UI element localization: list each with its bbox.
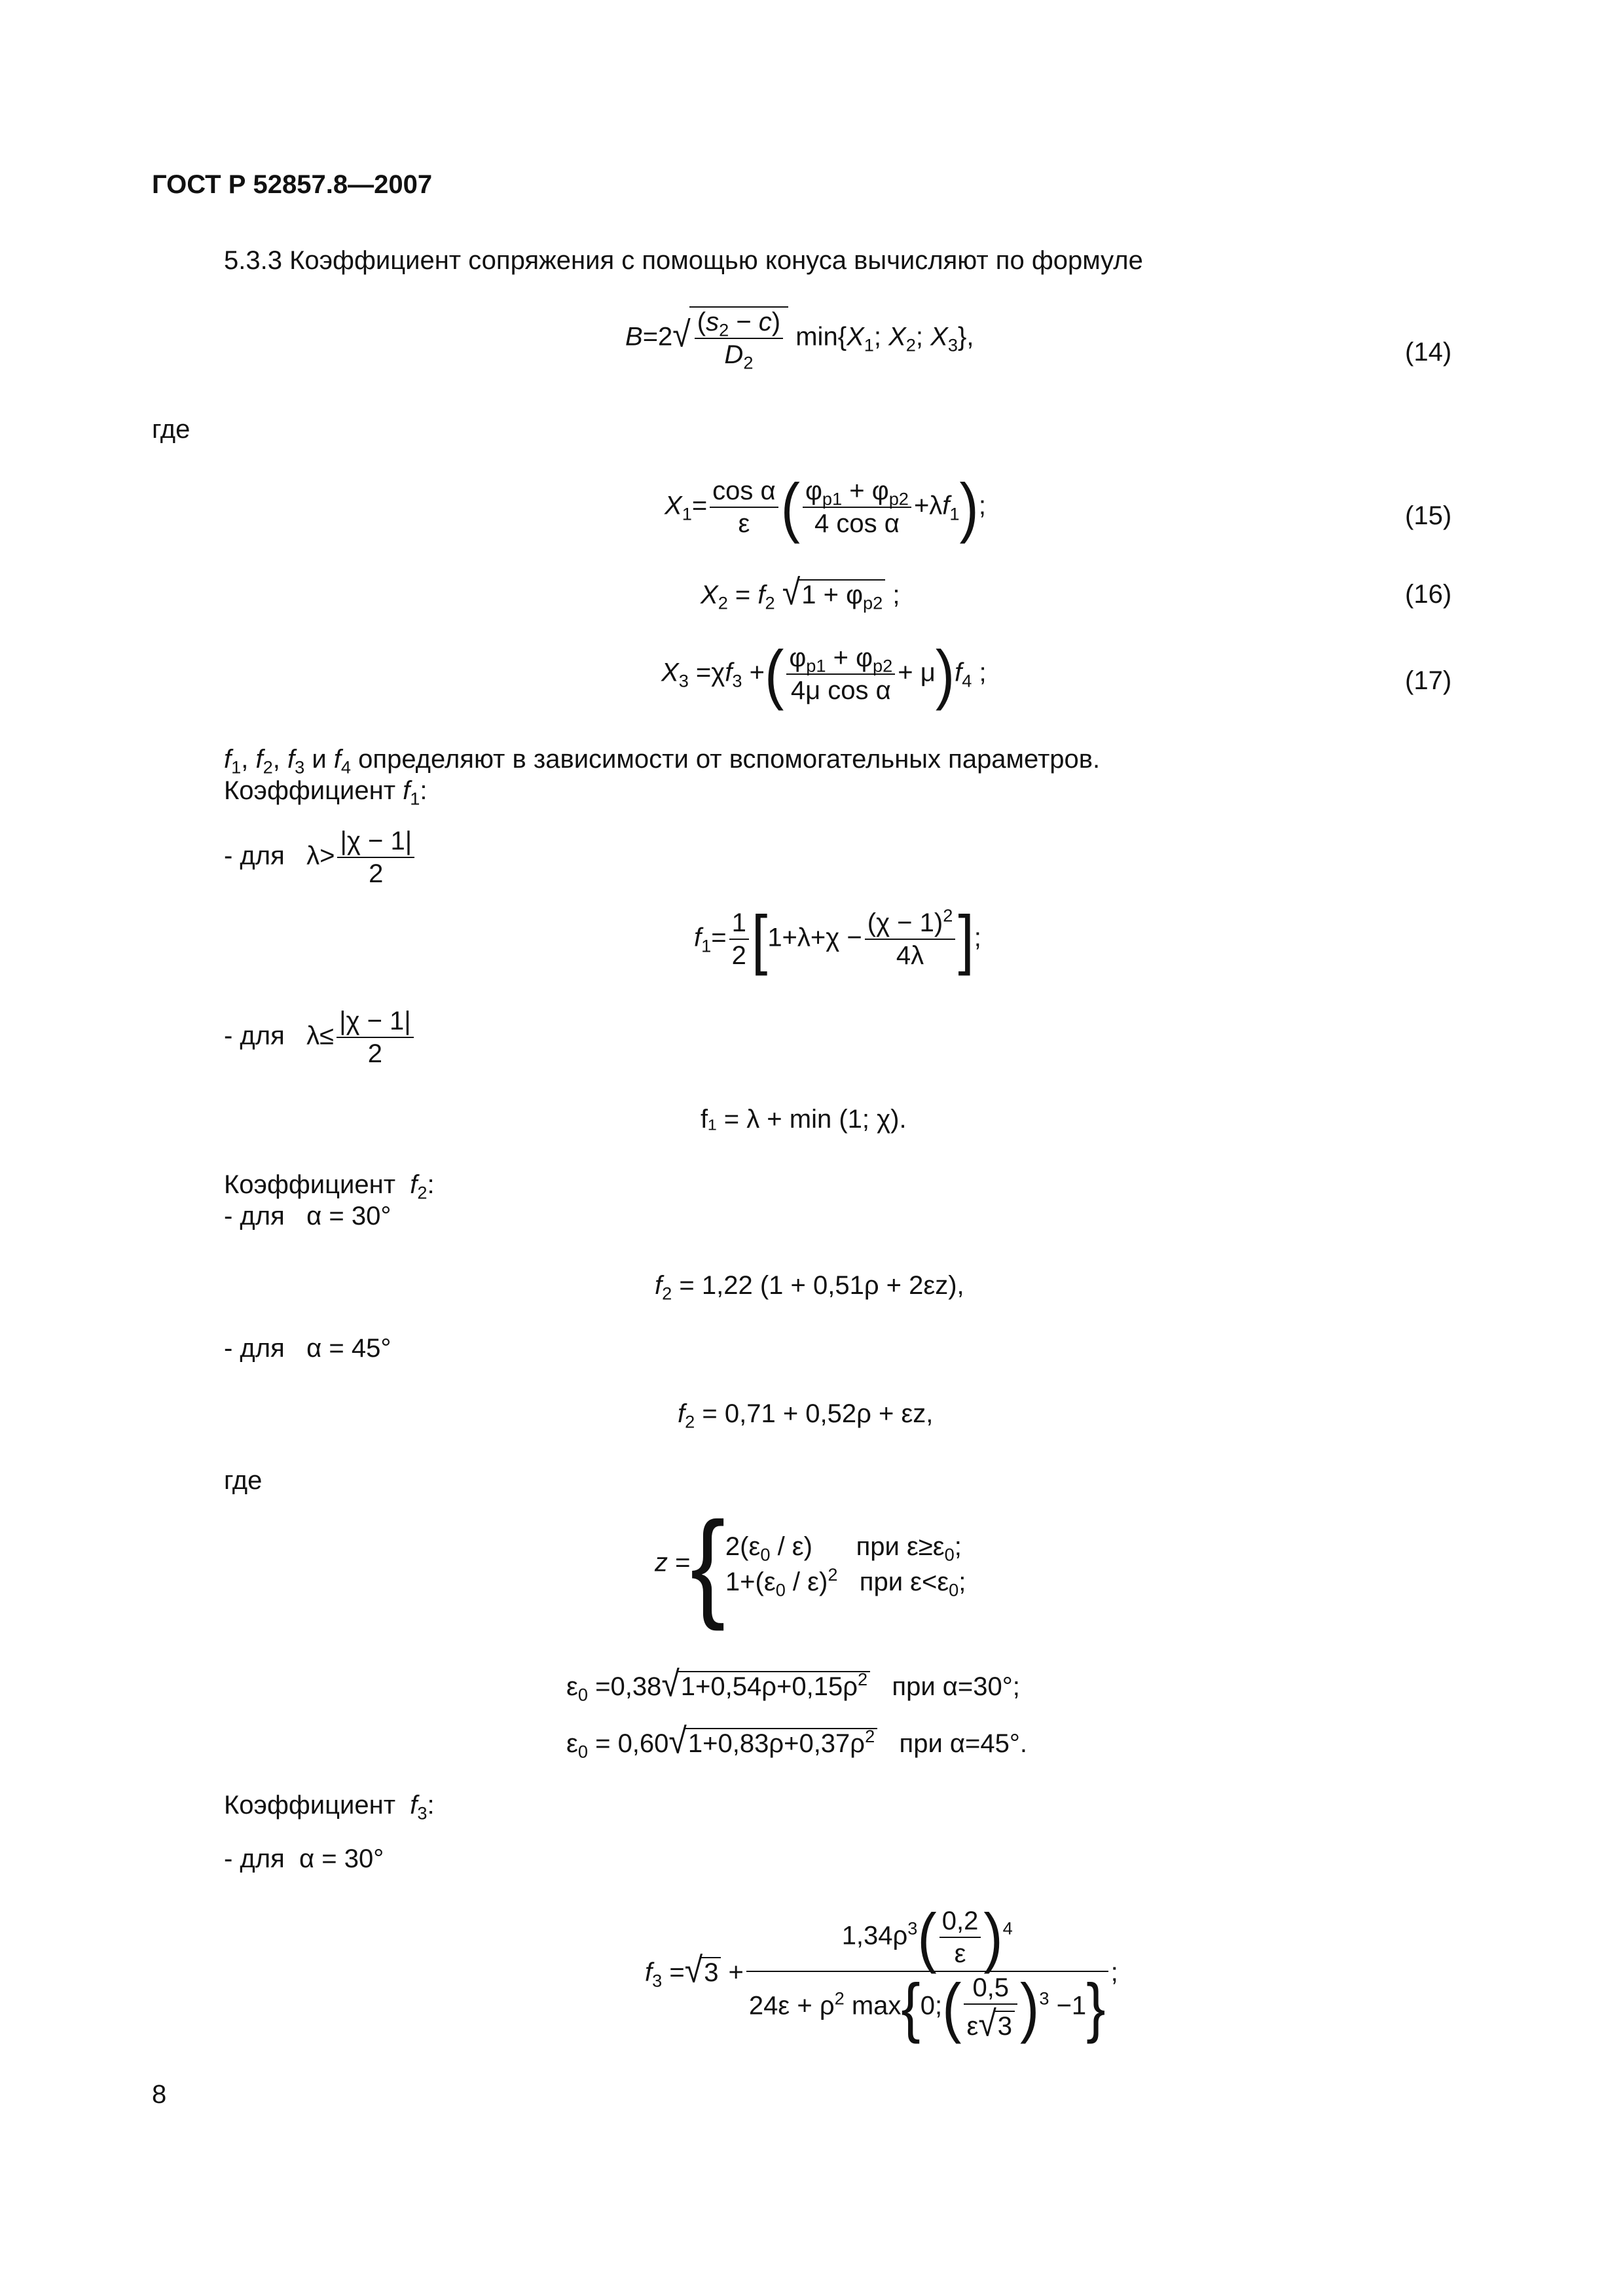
case-f1-2: - для λ≤ $\frac{|\chi - 1|}{2}$: [224, 1008, 416, 1067]
for-label: - для: [224, 841, 285, 870]
coef-word: Коэффициент: [224, 776, 396, 805]
equation-number-14: (14): [1405, 338, 1452, 367]
formula-eps0-a45: $\varepsilon_0 = 0,60√1+0,83\rho+0,37\rho^2$ при α=45°.: [566, 1721, 1027, 1762]
formula-14: B=2√ $\frac{(s_2 - c)}{D_2}$ $\min\{X_1$; $X_2$; $X_3$},: [625, 308, 974, 373]
case-alpha-30-b: [224, 1846, 384, 1872]
formula-f2-a45: $f_2 = 0,71 + 0,52\rho + \varepsilon z$,: [678, 1399, 934, 1432]
eps0-coef-b: 0,60: [617, 1729, 669, 1758]
alpha-45: α = 45°: [306, 1334, 392, 1363]
alpha-30: α = 30°: [299, 1844, 384, 1873]
where-label-2: где: [224, 1466, 263, 1495]
equation-number-16: (16): [1405, 580, 1452, 609]
document-header: ГОСТ Р 52857.8—2007: [152, 170, 433, 199]
coef-word: Коэффициент: [224, 1791, 396, 1820]
eps0-cond-a: при α=30°;: [892, 1672, 1020, 1701]
clause-5-3-3-text: 5.3.3 Коэффициент сопряжения с помощью конуса вычисляют по формуле: [224, 246, 1143, 275]
page-number: 8: [152, 2080, 167, 2109]
equation-number-17: (17): [1405, 666, 1452, 695]
for-label: - для: [224, 1202, 285, 1230]
eps0-coef-a: 0,38: [610, 1672, 662, 1701]
coef-f2-label: Коэффициент $f_2$:: [224, 1170, 435, 1203]
formula-f1-case2: f₁ = λ + min (1; χ).: [701, 1105, 907, 1134]
params-text: $f_1$, $f_2$, $f_3$ и $f_4$ определяют в зависимости от вспомогательных параметров.: [224, 745, 1101, 778]
eps0-rad-a: 1+0,54ρ+0,15ρ: [680, 1672, 858, 1701]
formula-eps0-a30: $\varepsilon_0 =0,38√1+0,54\rho+0,15\rho^2$ при α=30°;: [566, 1664, 1020, 1705]
alpha-30: α = 30°: [306, 1202, 392, 1230]
where-label-1: где: [152, 415, 191, 444]
formula-f2-a30: $f_2 = 1,22$ (1 + 0,51ρ + 2εz),: [655, 1271, 964, 1304]
coef-f3-label: Коэффициент $f_3$:: [224, 1791, 435, 1823]
coef-word: Коэффициент: [224, 1170, 396, 1199]
coef-f1-label: Коэффициент $f_1$:: [224, 776, 428, 809]
eps0-cond-b: при α=45°.: [899, 1729, 1027, 1758]
formula-17: $X_3 =\chi f_3$ +( $\frac{\varphi_{p1} + \varphi_{p2}}{\text{4μ cos α}}$ + $\mu)f_4$ ;: [661, 636, 987, 711]
f2-a30-body: = 1,22 (1 + 0,51ρ + 2εz),: [679, 1271, 964, 1300]
equation-number-15: (15): [1405, 501, 1452, 530]
formula-15: $X_1=$ $\frac{\text{cos α}}{\varepsilon}$ ( $\frac{\varphi_{p1} + \varphi_{p2}}{\text{4 cos α}}$ $+\lambda f_1$);: [665, 469, 986, 545]
formula-z: z ={ $2(\varepsilon_0 / \varepsilon)$ при $\varepsilon\ge\varepsilon_0$; $1+(\varepsilon_0 / \varepsilon)^2$ при $\varepsilon<\varepsilon_0$;: [655, 1496, 966, 1632]
pri-word: при: [856, 1532, 900, 1561]
formula-f3: $f_3 =√3$ + $1,34\rho^3$( $\frac{0,2}{\varepsilon}$ )$^4$ $24\varepsilon + \rho^2$ max{0;( $\frac{0,5}{\varepsilon√3}$ )$^3$ −1} ;: [645, 1899, 1118, 2045]
eps0-rad-b: 1+0,83ρ+0,37ρ: [687, 1729, 866, 1758]
formula-f1-case1: $f_1=$ $\frac{1}{2}$ [1+λ+χ − $\frac{(\chi - 1)^2}{4\lambda}$ ];: [694, 901, 981, 977]
case-alpha-30-a: [224, 1203, 391, 1229]
for-label: - для: [224, 1021, 285, 1050]
f2-a45-body: = 0,71 + 0,52ρ + εz,: [702, 1399, 934, 1428]
case-alpha-45: [224, 1335, 391, 1361]
case-f1-1: - для λ> $\frac{|\chi - 1|}{2}$: [224, 828, 417, 887]
for-label: - для: [224, 1844, 285, 1873]
for-label: - для: [224, 1334, 285, 1363]
formula-16: $X_2 = f_2$ $√1 + \varphi_{p2}$ ;: [701, 572, 900, 613]
pri-word: при: [859, 1568, 903, 1596]
params-text-tail: определяют в зависимости от вспомогательных параметров.: [351, 745, 1101, 774]
